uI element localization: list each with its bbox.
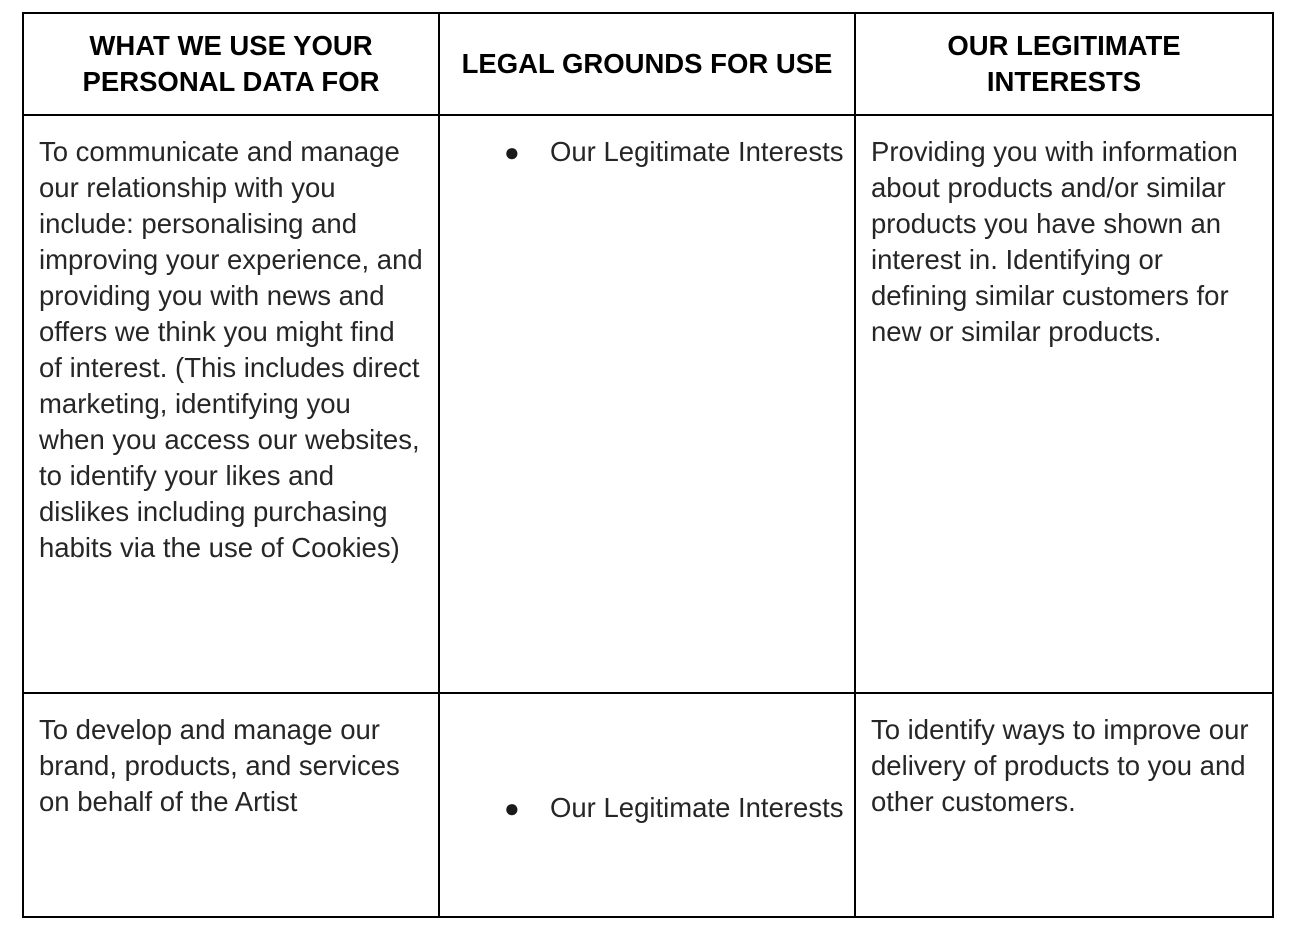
legal-ground-label: Our Legitimate Interests (550, 136, 844, 167)
legal-grounds-list (440, 790, 854, 826)
purpose-text: To communicate and manage our relationship with you include: personalising and improving your experience, and providing you with news and offers we think you might find of interest. (This includes direct marketing, identifying you when you access our websites, to identify your likes and dislikes including purchasing habits via the use of Cookies) (39, 136, 423, 563)
table-row (23, 693, 1273, 917)
interests-text: Providing you with information about products and/or similar products you have shown an interest in. Identifying or defining similar customers for new or similar products. (871, 136, 1238, 347)
list-item (440, 790, 854, 826)
purpose-text: To develop and manage our brand, products, and services on behalf of the Artist (39, 714, 400, 817)
bullet-icon: ● (504, 137, 520, 167)
data-use-table (22, 12, 1274, 918)
header-legitimate-interests: OUR LEGITIMATE INTERESTS (855, 13, 1273, 115)
table-row (23, 115, 1273, 693)
purpose-cell (23, 693, 439, 917)
legal-grounds-cell (439, 115, 855, 693)
table-header-row (23, 13, 1273, 115)
list-item (440, 134, 854, 170)
purpose-cell (23, 115, 439, 693)
interests-cell (855, 115, 1273, 693)
legal-grounds-cell (439, 693, 855, 917)
legal-ground-label: Our Legitimate Interests (550, 792, 844, 823)
interests-cell (855, 693, 1273, 917)
header-legal-grounds: LEGAL GROUNDS FOR USE (439, 13, 855, 115)
header-purpose: WHAT WE USE YOUR PERSONAL DATA FOR (23, 13, 439, 115)
legal-grounds-list (440, 134, 854, 170)
interests-text: To identify ways to improve our delivery of products to you and other customers. (871, 714, 1249, 817)
bullet-icon: ● (504, 793, 520, 823)
